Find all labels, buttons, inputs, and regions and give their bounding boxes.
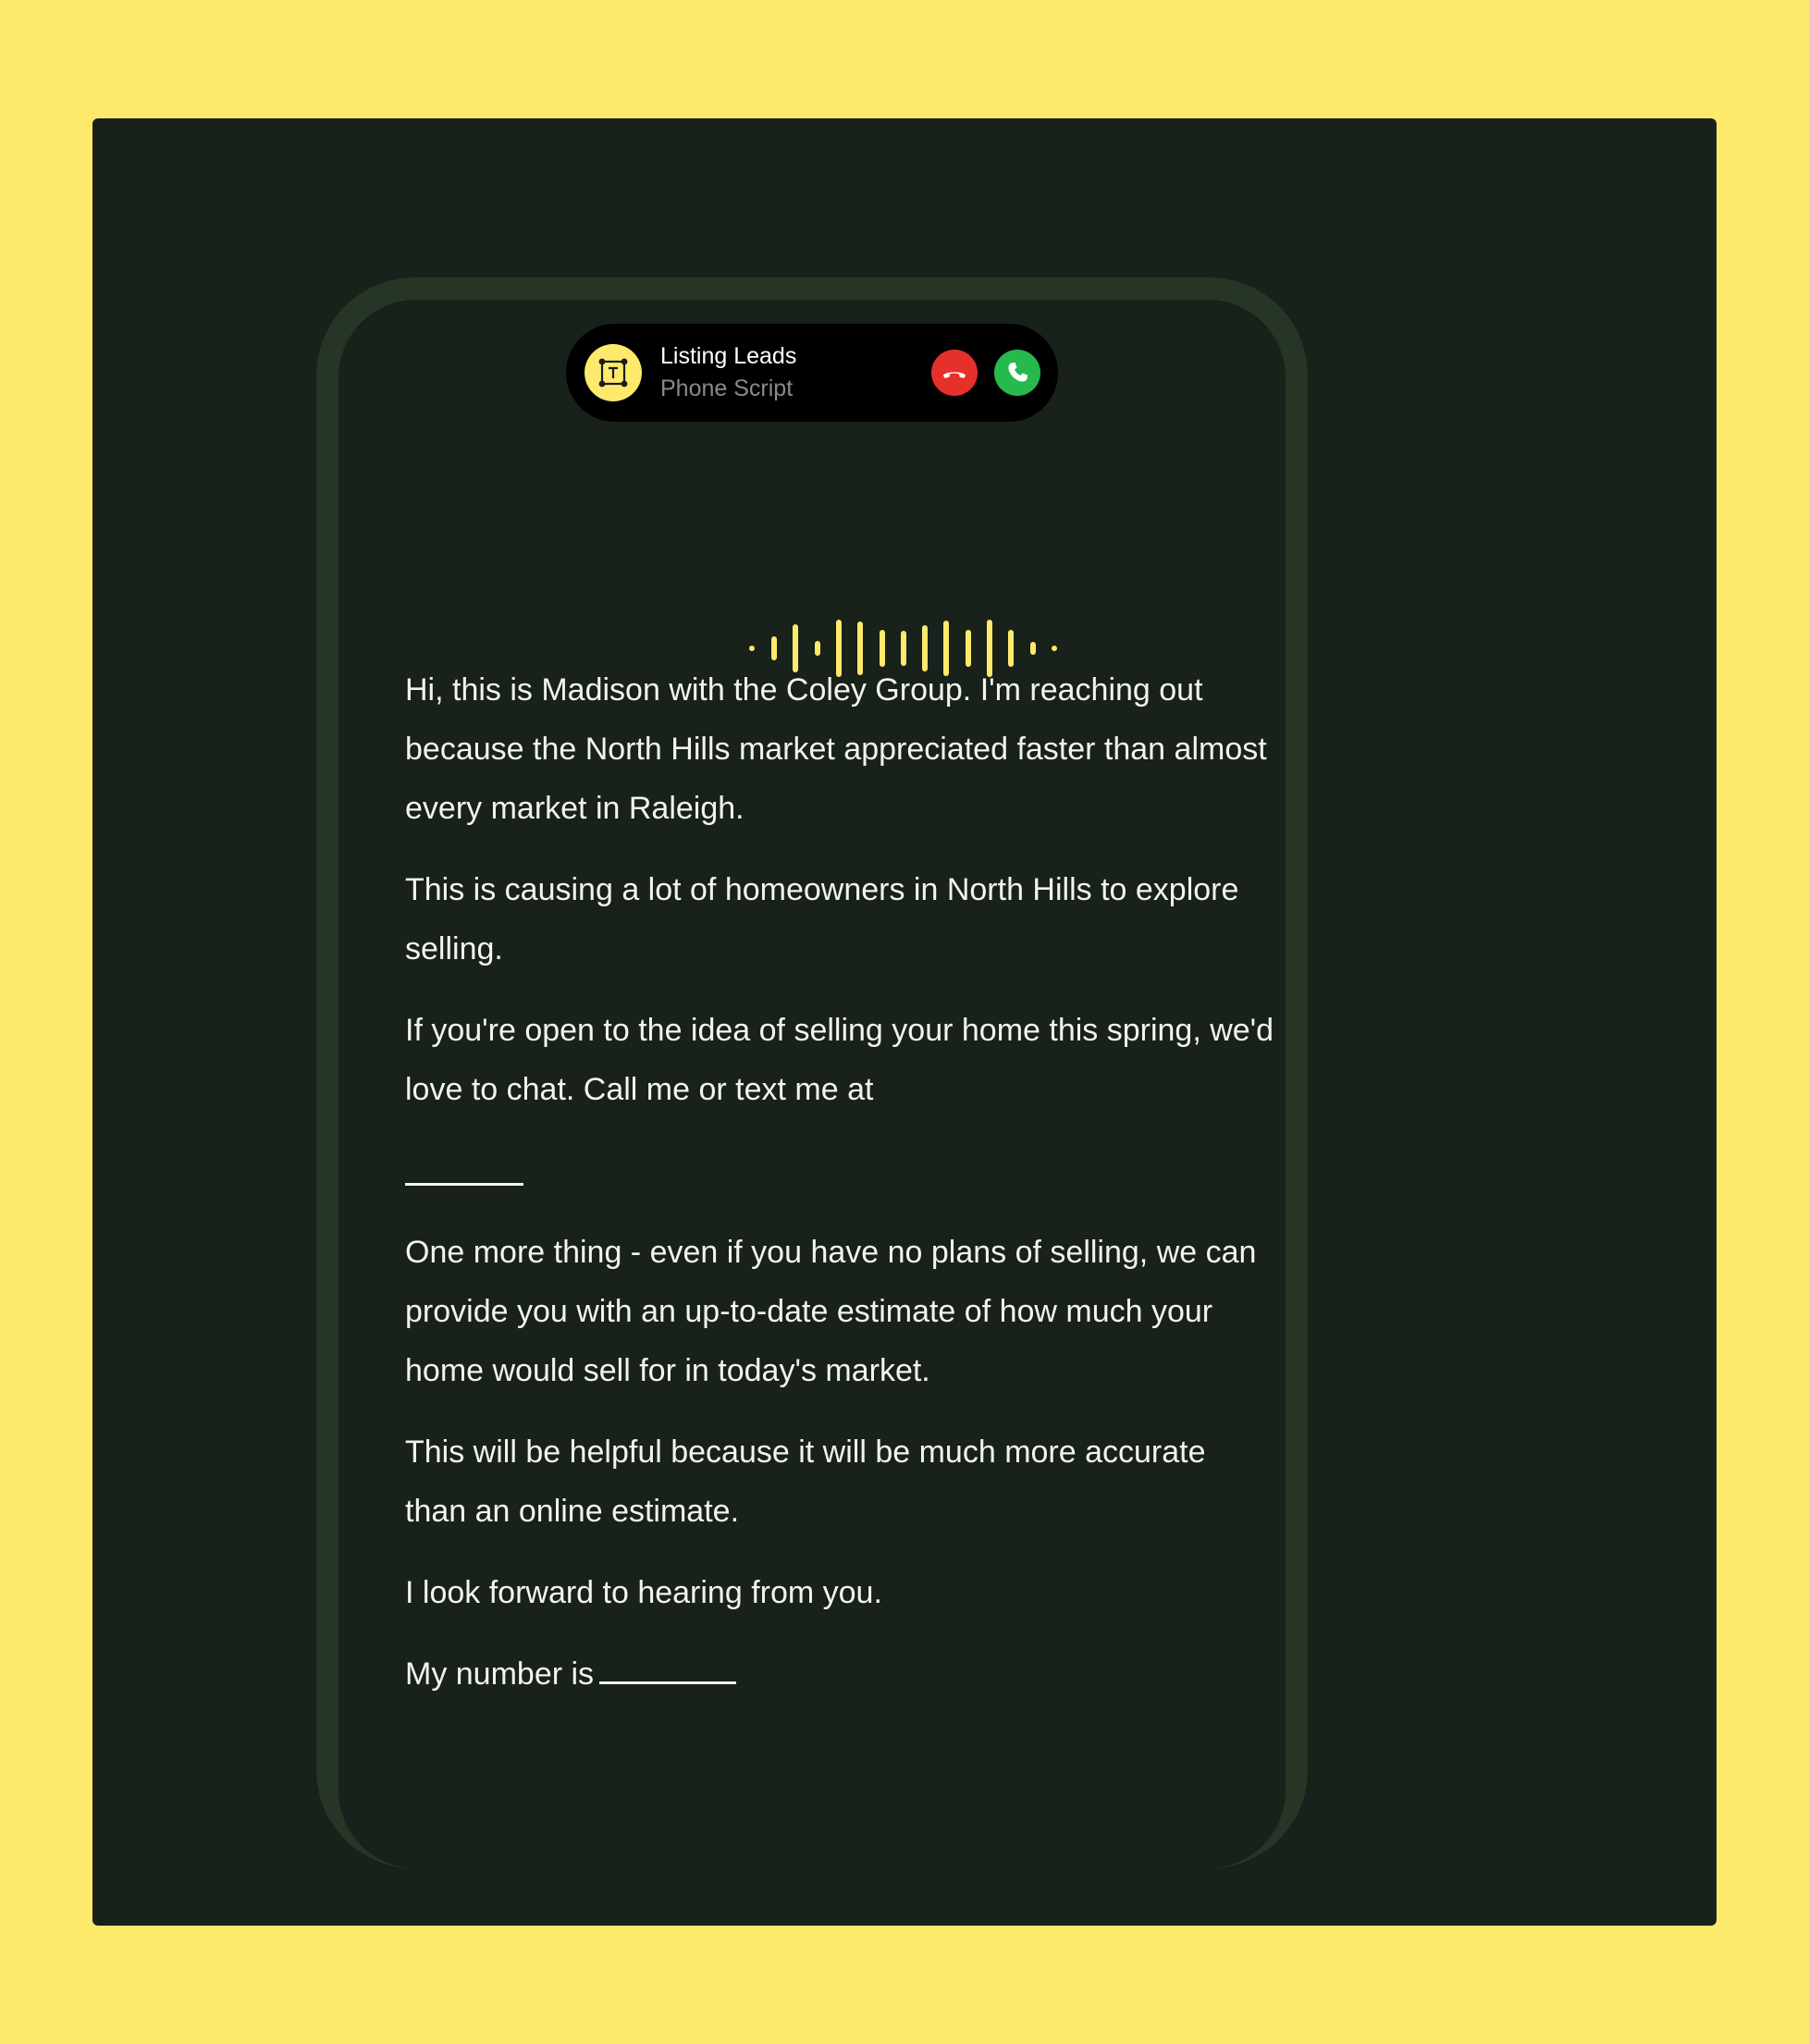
call-title: Listing Leads: [660, 343, 797, 369]
my-number-label: My number is: [405, 1656, 595, 1692]
script-paragraph-6: I look forward to hearing from you.: [405, 1575, 882, 1610]
phone-script: [405, 660, 1274, 1726]
script-paragraph-1: Hi, this is Madison with the Coley Group. I'm reaching out because the North Hills market appreciated faster than almost every market in Raleigh.: [405, 672, 1267, 826]
phone-icon: [994, 350, 1040, 396]
my-number-blank: [599, 1681, 736, 1684]
dynamic-island: [566, 324, 1058, 422]
call-subtitle: Phone Script: [660, 376, 794, 401]
phone-number-blank-line: [405, 1141, 1274, 1201]
phone-number-blank: [405, 1182, 523, 1186]
phone-hangup-icon: [931, 350, 978, 396]
script-paragraph-5: This will be helpful because it will be much more accurate than an online estimate.: [405, 1434, 1206, 1529]
scan-frame-icon: [585, 344, 642, 401]
script-paragraph-3: If you're open to the idea of selling your home this spring, we'd love to chat. Call me or text me at: [405, 1013, 1274, 1107]
accept-call-button[interactable]: [994, 350, 1040, 396]
script-paragraph-2: This is causing a lot of homeowners in North Hills to explore selling.: [405, 872, 1239, 967]
script-paragraph-4: One more thing - even if you have no plans of selling, we can provide you with an up-to-date estimate of how much your home would sell for in today's market.: [405, 1235, 1257, 1388]
decline-call-button[interactable]: [931, 350, 978, 396]
script-paragraph-7: [405, 1644, 1274, 1704]
